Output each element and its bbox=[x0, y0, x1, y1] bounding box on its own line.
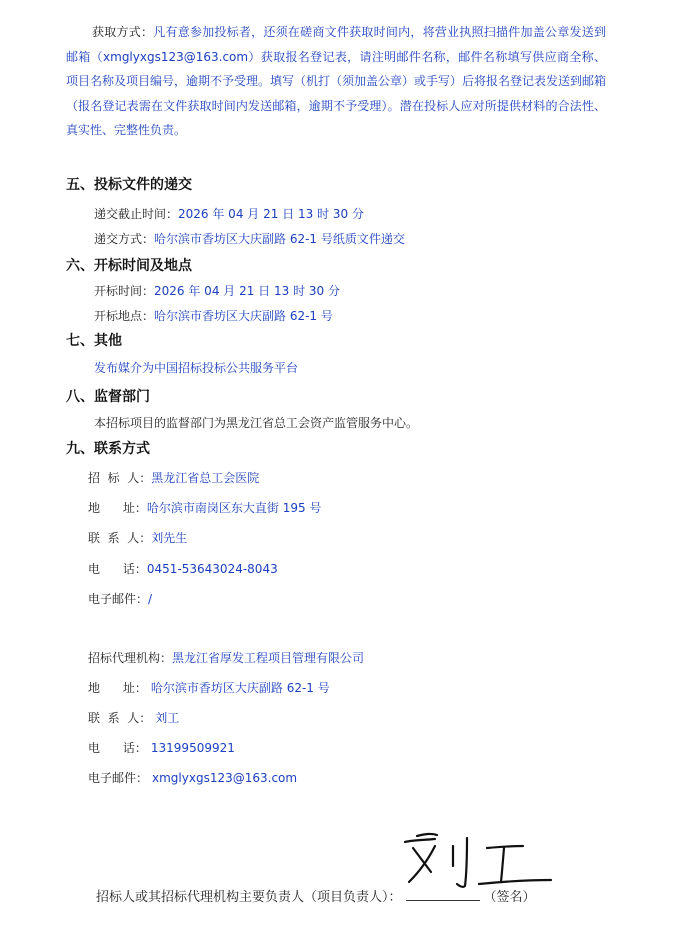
agency-name-row bbox=[88, 650, 364, 666]
tenderer-email-value: / bbox=[148, 592, 153, 606]
agency-email-row bbox=[88, 770, 297, 786]
signature-after-text: （签名） bbox=[483, 890, 536, 905]
obtain-text: 凡有意参加投标者，还须在磋商文件获取时间内，将营业执照扫描件加盖公章发送到邮箱（xmglyxgs123@163.com）获取报名登记表，请注明邮件名称，邮件名称填写供应商全称、项目名称及项目编号，逾期不予受理。填写（机打（须加盖公章）或手写）后将报名登记表发送到邮箱（报名登记表需在文件获取时间内发送邮箱，逾期不予受理）。潜在投标人应对所提供材料的合法性、真实性、完整性负责。 bbox=[66, 25, 607, 137]
section8-heading: 八、监督部门 bbox=[66, 389, 150, 405]
agency-address-value: 哈尔滨市香坊区大庆副路 62-1 号 bbox=[150, 681, 330, 695]
signature-before-text: 招标人或其招标代理机构主要负责人（项目负责人）： bbox=[96, 890, 402, 905]
agency-contact-label: 联 系 人： bbox=[88, 711, 152, 725]
section6-heading: 六、开标时间及地点 bbox=[66, 258, 192, 274]
tenderer-name-row bbox=[88, 470, 259, 486]
agency-contact-row bbox=[88, 710, 179, 726]
obtain-label: 获取方式： bbox=[92, 25, 154, 39]
method-value: 哈尔滨市香坊区大庆副路 62-1 号纸质文件递交 bbox=[154, 232, 405, 246]
open-time-label: 开标时间： bbox=[94, 284, 155, 298]
section5-heading: 五、投标文件的递交 bbox=[66, 177, 192, 193]
deadline-label: 递交截止时间： bbox=[94, 207, 179, 221]
supervision-text: 本招标项目的监督部门为黑龙江省总工会资产监管服务中心。 bbox=[94, 416, 419, 430]
agency-phone-row bbox=[88, 740, 235, 756]
agency-email-value: xmglyxgs123@163.com bbox=[152, 771, 298, 785]
deadline-row bbox=[94, 206, 364, 222]
method-label: 递交方式： bbox=[94, 232, 155, 246]
tenderer-address-label: 地 址： bbox=[88, 501, 147, 515]
open-place-row bbox=[94, 308, 333, 324]
agency-name-value: 黑龙江省厚发工程项目管理有限公司 bbox=[172, 651, 365, 665]
media-text: 发布媒介为中国招标投标公共服务平台 bbox=[94, 361, 299, 375]
agency-phone-value: 13199509921 bbox=[150, 741, 235, 755]
method-row bbox=[94, 231, 405, 247]
signature-line bbox=[96, 888, 536, 907]
deadline-value: 2026 年 04 月 21 日 13 时 30 分 bbox=[178, 207, 364, 221]
section7-heading: 七、其他 bbox=[66, 333, 122, 349]
open-time-value: 2026 年 04 月 21 日 13 时 30 分 bbox=[154, 284, 340, 298]
agency-phone-label: 电 话： bbox=[88, 741, 147, 755]
open-time-row bbox=[94, 283, 340, 299]
tenderer-contact-value: 刘先生 bbox=[151, 531, 188, 545]
tenderer-contact-row bbox=[88, 530, 187, 546]
tenderer-phone-row bbox=[88, 561, 278, 577]
obtain-paragraph bbox=[66, 20, 606, 143]
tenderer-name-label: 招 标 人： bbox=[88, 471, 152, 485]
tenderer-email-row bbox=[88, 591, 152, 607]
agency-email-label: 电子邮件： bbox=[88, 771, 149, 785]
tenderer-contact-label: 联 系 人： bbox=[88, 531, 152, 545]
tenderer-phone-label: 电 话： bbox=[88, 562, 147, 576]
section9-heading: 九、联系方式 bbox=[66, 441, 150, 457]
agency-address-row bbox=[88, 680, 330, 696]
handwritten-signature bbox=[395, 826, 565, 892]
tenderer-name-value: 黑龙江省总工会医院 bbox=[151, 471, 260, 485]
agency-name-label: 招标代理机构： bbox=[88, 651, 173, 665]
tenderer-email-label: 电子邮件： bbox=[88, 592, 149, 606]
open-place-label: 开标地点： bbox=[94, 309, 155, 323]
tenderer-address-row bbox=[88, 500, 321, 516]
tenderer-phone-value: 0451-53643024-8043 bbox=[146, 562, 278, 576]
tenderer-address-value: 哈尔滨市南岗区东大直街 195 号 bbox=[146, 501, 322, 515]
signature-blank bbox=[406, 888, 480, 901]
open-place-value: 哈尔滨市香坊区大庆副路 62-1 号 bbox=[154, 309, 333, 323]
agency-address-label: 地 址： bbox=[88, 681, 147, 695]
agency-contact-value: 刘工 bbox=[155, 711, 180, 725]
